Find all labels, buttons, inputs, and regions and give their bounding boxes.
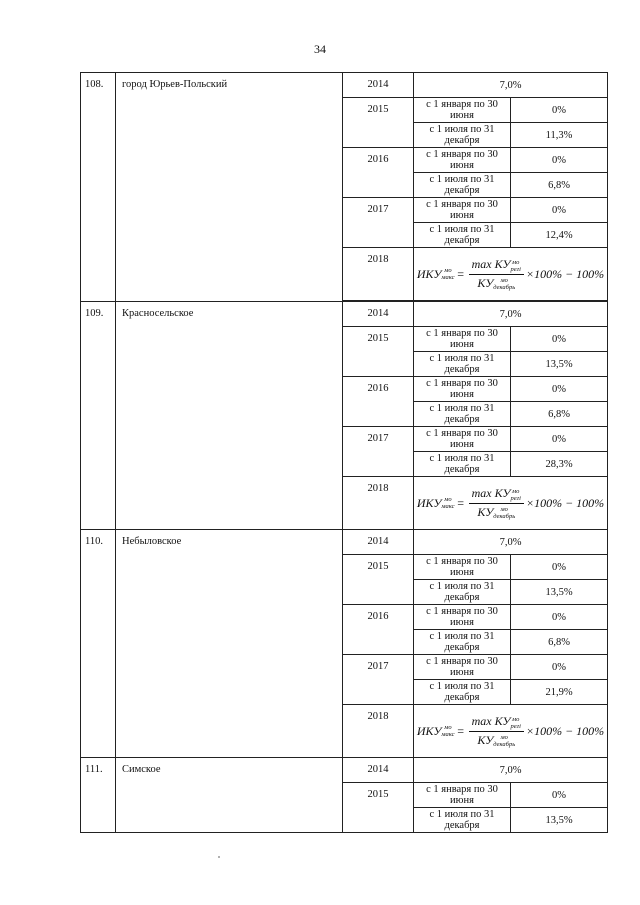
period-cell: с 1 января по 30 июня [414,427,511,452]
value-cell: 7,0% [414,302,608,327]
formula-num-sup: мо [512,715,520,723]
period-cell: с 1 января по 30 июня [414,783,511,808]
value-cell: 0% [511,377,608,402]
formula-den: КУ [477,275,494,290]
value-cell: 12,4% [511,223,608,248]
formula-num-sup: мо [512,487,520,495]
formula-num-sub: регі [510,722,521,730]
formula-cell [414,705,608,758]
value-cell: 21,9% [511,680,608,705]
year-cell: 2015 [343,98,414,148]
formula-tail: ×100% − 100% [525,495,605,510]
formula [414,477,607,529]
period-cell: с 1 июля по 31 декабря [414,630,511,655]
formula-cell [414,477,608,530]
municipality-name: Красносельское [116,302,343,530]
formula-lhs-sup: мо [444,267,452,274]
formula-den-sub: декабрь [493,283,516,291]
value-cell: 0% [511,98,608,123]
period-cell: с 1 января по 30 июня [414,605,511,630]
formula-tail: ×100% − 100% [525,266,605,281]
year-cell: 2014 [343,302,414,327]
formula-lhs: ИКУ [416,266,442,281]
year-cell: 2015 [343,555,414,605]
value-cell: 0% [511,148,608,173]
formula-num: max КУ [471,486,511,501]
period-cell: с 1 июля по 31 декабря [414,223,511,248]
formula-num: max КУ [471,714,511,729]
period-cell: с 1 июля по 31 декабря [414,123,511,148]
period-cell: с 1 января по 30 июня [414,377,511,402]
formula-den-sup: мо [500,733,508,741]
year-cell: 2016 [343,377,414,427]
period-cell: с 1 января по 30 июня [414,148,511,173]
year-cell: 2014 [343,73,414,98]
municipality-name: Небыловское [116,530,343,758]
formula-num: max КУ [471,257,511,272]
formula-lhs-sub: макс [441,503,455,510]
formula-lhs-sup: мо [444,724,452,731]
formula-lhs: ИКУ [416,723,442,738]
formula-num-sub: регі [510,265,521,273]
value-cell: 13,5% [511,352,608,377]
municipality-name: Симское [116,758,343,833]
value-cell: 0% [511,327,608,352]
value-cell: 11,3% [511,123,608,148]
formula-num-sub: регі [510,494,521,502]
year-cell: 2015 [343,783,414,833]
value-cell: 28,3% [511,452,608,477]
period-cell: с 1 июля по 31 декабря [414,452,511,477]
period-cell: с 1 января по 30 июня [414,555,511,580]
formula-num-sup: мо [512,258,520,266]
formula-tail: ×100% − 100% [525,723,605,738]
row-number: 108. [81,73,116,302]
period-cell: с 1 января по 30 июня [414,327,511,352]
year-cell: 2014 [343,758,414,783]
formula-eq: = [456,723,465,738]
value-cell: 6,8% [511,630,608,655]
formula-den-sub: декабрь [493,512,516,520]
value-cell: 7,0% [414,758,608,783]
scan-speck [218,856,220,858]
year-cell: 2018 [343,477,414,530]
tariff-index-table [80,72,608,833]
formula-lhs-sub: макс [441,731,455,738]
value-cell: 7,0% [414,530,608,555]
row-number: 110. [81,530,116,758]
formula-fraction [469,486,524,520]
year-cell: 2016 [343,605,414,655]
value-cell: 13,5% [511,808,608,833]
value-cell: 0% [511,198,608,223]
year-cell: 2018 [343,248,414,301]
formula-lhs-sup: мо [444,496,452,503]
year-cell: 2016 [343,148,414,198]
period-cell: с 1 января по 30 июня [414,655,511,680]
formula-fraction [469,257,524,291]
table-row [81,758,608,783]
value-cell: 0% [511,555,608,580]
formula-lhs-sub: макс [441,274,455,281]
period-cell: с 1 июля по 31 декабря [414,173,511,198]
period-cell: с 1 января по 30 июня [414,198,511,223]
formula [414,248,607,300]
formula-cell [414,248,608,301]
formula-den-sub: декабрь [493,740,516,748]
value-cell: 0% [511,783,608,808]
formula-fraction [469,714,524,748]
formula-den-sup: мо [500,505,508,513]
value-cell: 6,8% [511,173,608,198]
formula-den: КУ [477,732,494,747]
value-cell: 6,8% [511,402,608,427]
year-cell: 2014 [343,530,414,555]
row-number: 111. [81,758,116,833]
value-cell: 0% [511,655,608,680]
value-cell: 0% [511,605,608,630]
table-row [81,530,608,555]
table-row [81,73,608,98]
year-cell: 2017 [343,427,414,477]
year-cell: 2015 [343,327,414,377]
municipality-name: город Юрьев-Польский [116,73,343,302]
page-number: 34 [314,42,326,56]
formula [414,705,607,757]
formula-den-sup: мо [500,276,508,284]
period-cell: с 1 июля по 31 декабря [414,680,511,705]
formula-lhs: ИКУ [416,495,442,510]
year-cell: 2017 [343,655,414,705]
period-cell: с 1 июля по 31 декабря [414,352,511,377]
table-row [81,302,608,327]
formula-eq: = [456,266,465,281]
period-cell: с 1 января по 30 июня [414,98,511,123]
year-cell: 2018 [343,705,414,758]
year-cell: 2017 [343,198,414,248]
row-number: 109. [81,302,116,530]
period-cell: с 1 июля по 31 декабря [414,808,511,833]
period-cell: с 1 июля по 31 декабря [414,580,511,605]
value-cell: 0% [511,427,608,452]
formula-den: КУ [477,504,494,519]
value-cell: 7,0% [414,73,608,98]
value-cell: 13,5% [511,580,608,605]
formula-eq: = [456,495,465,510]
period-cell: с 1 июля по 31 декабря [414,402,511,427]
